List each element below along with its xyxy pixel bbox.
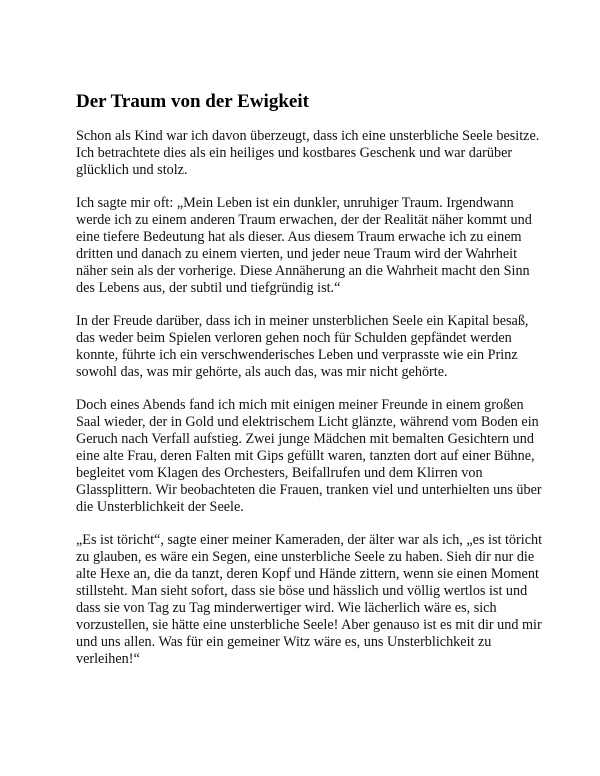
document-page [76,90,546,684]
paragraph-3: In der Freude darüber, dass ich in meiner unsterblichen Seele ein Kapital besaß, das weder beim Spielen verloren gehen noch für Schulden gepfändet werden konnte, führte ich ein verschwenderisches Leben und verprasste wie ein Prinz sowohl das, was mir gehörte, als auch das, was mir nicht gehörte. [76,313,529,380]
document-title: Der Traum von der Ewigkeit [76,91,309,112]
paragraph-4: Doch eines Abends fand ich mich mit einigen meiner Freunde in einem großen Saal wieder, der in Gold und elektrischem Licht glänzte, während vom Boden ein Geruch nach Verfall aufstieg. Zwei junge Mädchen mit bemalten Gesichtern und eine alte Frau, deren Falten mit Gips gefüllt waren, tanzten dort auf einer Bühne, begleitet vom Klagen des Orchesters, Beifallrufen und dem Klirren von Glassplittern. Wir beobachteten die Frauen, tranken viel und unterhielten uns über die Unsterblichkeit der Seele. [76,397,542,515]
paragraph-1: Schon als Kind war ich davon überzeugt, dass ich eine unsterbliche Seele besitze. Ich betrachtete dies als ein heiliges und kostbares Geschenk und war darüber glücklich und stolz. [76,128,540,178]
paragraph-5: „Es ist töricht“, sagte einer meiner Kameraden, der älter war als ich, „es ist töricht zu glauben, es wäre ein Segen, eine unsterbliche Seele zu haben. Sieh dir nur die alte Hexe an, die da tanzt, deren Kopf und Hände zittern, wenn sie einen Moment stillsteht. Man sieht sofort, dass sie böse und hässlich und völlig wertlos ist und dass sie von Tag zu Tag minderwertiger wird. Wie lächerlich wäre es, sich vorzustellen, sie hätte eine unsterbliche Seele! Aber genauso ist es mit dir und mir und uns allen. Was für ein gemeiner Witz wäre es, uns Unsterblichkeit zu verleihen!“ [76,532,543,667]
paragraph-2: Ich sagte mir oft: „Mein Leben ist ein dunkler, unruhiger Traum. Irgendwann werde ich zu einem anderen Traum erwachen, der der Realität näher kommt und eine tiefere Bedeutung hat als dieser. Aus diesem Traum erwache ich zu einem dritten und danach zu einem vierten, und jeder neue Traum wird der Wahrheit näher sein als der vorherige. Diese Annäherung an die Wahrheit macht den Sinn des Lebens aus, der subtil und tiefgründig ist.“ [76,195,532,296]
